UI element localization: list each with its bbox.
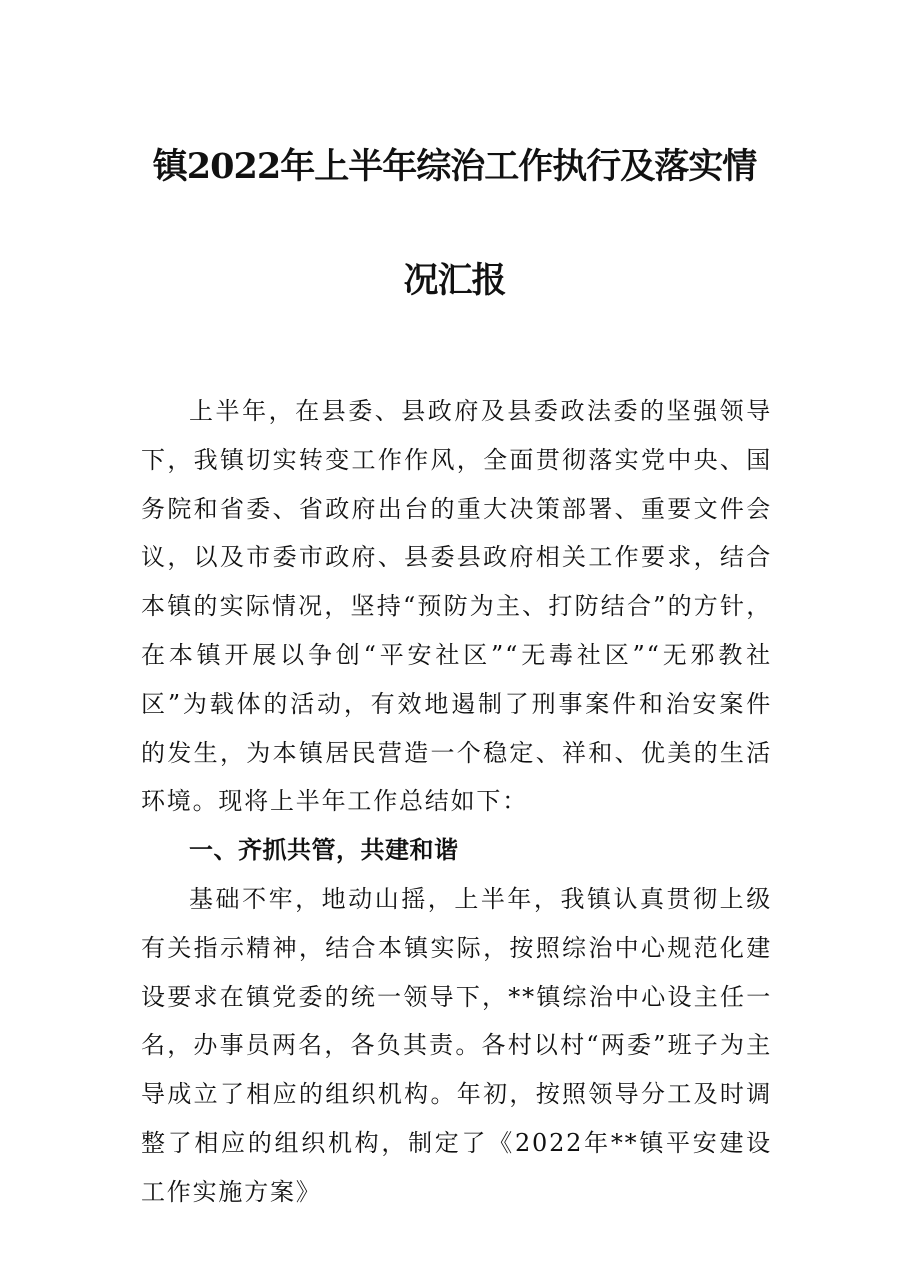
document-title-line-1: 镇2022年上半年综治工作执行及落实情 [152,146,757,187]
document-title-line-2: 况汇报 [403,260,506,301]
section-heading-1: 一、齐抓共管，共建和谐 [189,836,459,865]
section-1-paragraph: 基础不牢，地动山摇，上半年，我镇认真贯彻上级有关指示精神，结合本镇实际，按照综治中心规范化建设要求在镇党委的统一领导下，**镇综治中心设主任一名，办事员两名，各负其责。各村以村“两委”班子为主导成立了相应的组织机构。年初，按照领导分工及时调整了相应的组织机构，制定了《2022年**镇平安建设工作实施方案》 [141,884,772,1206]
intro-paragraph: 上半年，在县委、县政府及县委政法委的坚强领导下，我镇切实转变工作作风，全面贯彻落实党中央、国务院和省委、省政府出台的重大决策部署、重要文件会议，以及市委市政府、县委县政府相关工作要求，结合本镇的实际情况，坚持“预防为主、打防结合”的方针，在本镇开展以争创“平安社区”“无毒社区”“无邪教社区”为载体的活动，有效地遏制了刑事案件和治安案件的发生，为本镇居民营造一个稳定、祥和、优美的生活环境。现将上半年工作总结如下： [141,397,772,816]
document-body [141,387,772,1217]
